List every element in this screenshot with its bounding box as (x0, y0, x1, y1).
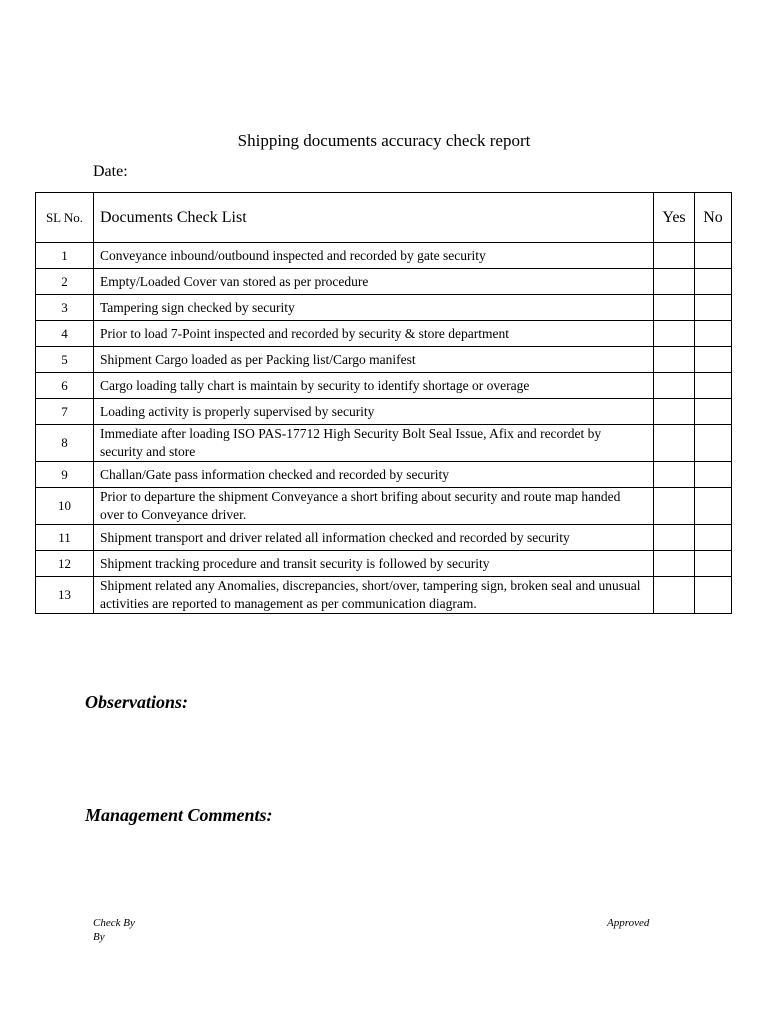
row-sl-number: 1 (36, 243, 94, 269)
row-sl-number: 12 (36, 551, 94, 577)
header-yes-label: Yes (662, 208, 686, 226)
date-label: Date: (93, 163, 128, 180)
row-check-item: Conveyance inbound/outbound inspected and recorded by gate security (94, 243, 654, 269)
row-no-cell[interactable] (695, 551, 732, 577)
observations-heading: Observations: (85, 692, 188, 712)
row-sl-number: 13 (36, 577, 94, 614)
check-list-table (35, 192, 732, 614)
row-no-cell[interactable] (695, 347, 732, 373)
table-row (36, 577, 732, 614)
table-row (36, 462, 732, 488)
row-no-cell[interactable] (695, 269, 732, 295)
row-yes-cell[interactable] (654, 551, 695, 577)
table-row (36, 321, 732, 347)
row-yes-cell[interactable] (654, 295, 695, 321)
header-yes (654, 193, 695, 243)
row-check-item: Immediate after loading ISO PAS-17712 High Security Bolt Seal Issue, Afix and recordet by security and store (94, 425, 654, 462)
table-row (36, 525, 732, 551)
row-check-item: Shipment Cargo loaded as per Packing list/Cargo manifest (94, 347, 654, 373)
row-sl-number: 7 (36, 399, 94, 425)
row-no-cell[interactable] (695, 525, 732, 551)
row-check-item: Prior to departure the shipment Conveyance a short brifing about security and route map handed over to Conveyance driver. (94, 488, 654, 525)
row-no-cell[interactable] (695, 373, 732, 399)
row-yes-cell[interactable] (654, 399, 695, 425)
row-sl-number: 5 (36, 347, 94, 373)
row-yes-cell[interactable] (654, 577, 695, 614)
row-check-item: Shipment tracking procedure and transit security is followed by security (94, 551, 654, 577)
row-sl-number: 11 (36, 525, 94, 551)
row-check-item: Shipment transport and driver related all information checked and recorded by security (94, 525, 654, 551)
row-yes-cell[interactable] (654, 321, 695, 347)
row-yes-cell[interactable] (654, 373, 695, 399)
table-row (36, 243, 732, 269)
document-title: Shipping documents accuracy check report (237, 131, 531, 150)
row-sl-number: 6 (36, 373, 94, 399)
header-sl-no: SL No. (36, 193, 94, 243)
row-check-item: Prior to load 7-Point inspected and recorded by security & store department (94, 321, 654, 347)
row-sl-number: 10 (36, 488, 94, 525)
row-check-item: Tampering sign checked by security (94, 295, 654, 321)
row-no-cell[interactable] (695, 295, 732, 321)
row-check-item: Loading activity is properly supervised by security (94, 399, 654, 425)
check-by-label: Check By By (93, 917, 135, 943)
row-yes-cell[interactable] (654, 425, 695, 462)
row-no-cell[interactable] (695, 399, 732, 425)
row-yes-cell[interactable] (654, 347, 695, 373)
row-check-item: Shipment related any Anomalies, discrepancies, short/over, tampering sign, broken seal and unusual activities are reported to management as per communication diagram. (94, 577, 654, 614)
row-no-cell[interactable] (695, 425, 732, 462)
row-sl-number: 9 (36, 462, 94, 488)
row-check-item: Challan/Gate pass information checked and recorded by security (94, 462, 654, 488)
table-row (36, 347, 732, 373)
row-sl-number: 8 (36, 425, 94, 462)
table-row (36, 295, 732, 321)
table-row (36, 399, 732, 425)
table-row (36, 269, 732, 295)
header-no: No (695, 193, 732, 243)
row-yes-cell[interactable] (654, 525, 695, 551)
row-sl-number: 2 (36, 269, 94, 295)
row-yes-cell[interactable] (654, 488, 695, 525)
row-no-cell[interactable] (695, 321, 732, 347)
row-yes-cell[interactable] (654, 243, 695, 269)
row-sl-number: 4 (36, 321, 94, 347)
row-yes-cell[interactable] (654, 269, 695, 295)
row-no-cell[interactable] (695, 488, 732, 525)
management-comments-heading: Management Comments: (85, 805, 273, 825)
table-row (36, 373, 732, 399)
table-row (36, 488, 732, 525)
row-no-cell[interactable] (695, 462, 732, 488)
row-check-item: Empty/Loaded Cover van stored as per procedure (94, 269, 654, 295)
row-yes-cell[interactable] (654, 462, 695, 488)
table-row (36, 425, 732, 462)
row-no-cell[interactable] (695, 577, 732, 614)
table-header-row (36, 193, 732, 243)
row-no-cell[interactable] (695, 243, 732, 269)
table-row (36, 551, 732, 577)
row-sl-number: 3 (36, 295, 94, 321)
row-check-item: Cargo loading tally chart is maintain by security to identify shortage or overage (94, 373, 654, 399)
header-documents-check-list: Documents Check List (94, 193, 654, 243)
approved-label: Approved (607, 917, 650, 929)
